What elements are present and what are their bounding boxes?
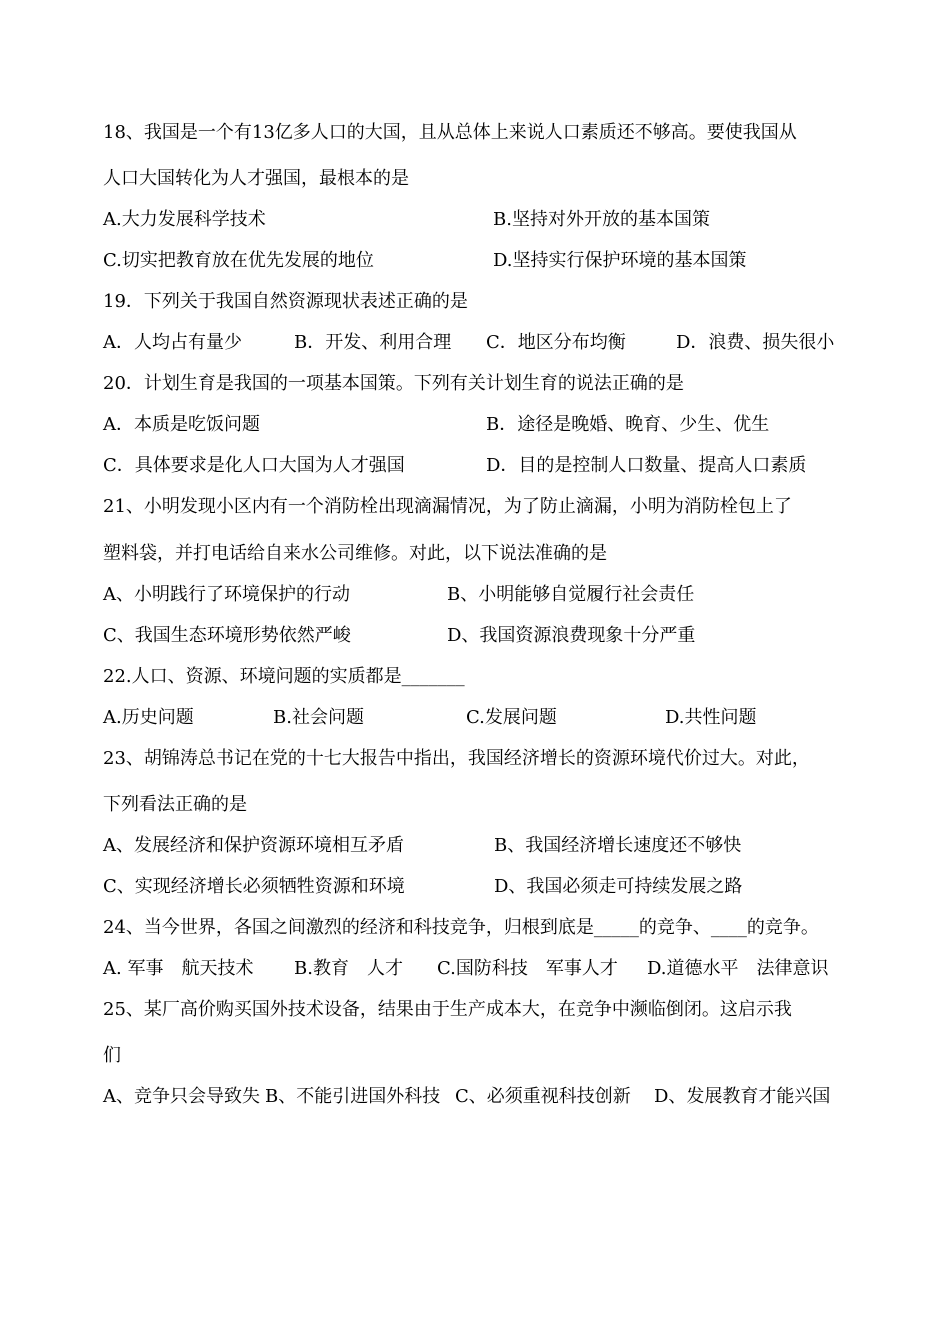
question-21-option-a: A、小明践行了环境保护的行动 [103,584,350,605]
question-20-option-b: B．途径是晚婚、晚育、少生、优生 [486,414,770,435]
question-23-stem-line-1: 23、胡锦涛总书记在党的十七大报告中指出，我国经济增长的资源环境代价过大。对此， [103,748,810,769]
question-24-option-b: B.教育 人才 [294,958,403,979]
question-25-stem-line-1: 25、某厂高价购买国外技术设备，结果由于生产成本大，在竞争中濒临倒闭。这启示我 [103,999,792,1020]
question-20-option-c: C．具体要求是化人口大国为人才强国 [103,455,405,476]
question-24-option-c: C.国防科技 军事人才 [437,958,618,979]
question-24-stem: 24、当今世界，各国之间激烈的经济和科技竞争，归根到底是_____的竞争、____的竞争。 [103,917,819,938]
question-22-option-b: B.社会问题 [273,707,364,728]
question-23-option-b: B、我国经济增长速度还不够快 [494,835,742,856]
question-18-option-d: D.坚持实行保护环境的基本国策 [493,250,747,271]
question-23-stem-line-2: 下列看法正确的是 [103,794,247,815]
question-22-option-a: A.历史问题 [103,707,194,728]
question-19-stem: 19．下列关于我国自然资源现状表述正确的是 [103,291,468,312]
question-21-stem-line-1: 21、小明发现小区内有一个消防栓出现滴漏情况，为了防止滴漏，小明为消防栓包上了 [103,496,792,517]
question-25-option-d: D、发展教育才能兴国 [654,1086,831,1107]
question-18-stem-line-2: 人口大国转化为人才强国，最根本的是 [103,168,409,189]
question-19-option-b: B．开发、利用合理 [294,332,452,353]
question-22-stem: 22.人口、资源、环境问题的实质都是_______ [103,666,465,687]
question-21-stem-line-2: 塑料袋，并打电话给自来水公司维修。对此，以下说法准确的是 [103,543,607,564]
question-23-option-a: A、发展经济和保护资源环境相互矛盾 [103,835,404,856]
question-20-option-a: A．本质是吃饭问题 [103,414,260,435]
question-18-option-b: B.坚持对外开放的基本国策 [493,209,710,230]
question-25-option-a: A、竞争只会导致失 [103,1086,260,1107]
question-18-option-c: C.切实把教育放在优先发展的地位 [103,250,374,271]
question-25-option-c: C、必须重视科技创新 [455,1086,631,1107]
question-23-option-d: D、我国必须走可持续发展之路 [494,876,743,897]
question-22-option-c: C.发展问题 [466,707,557,728]
question-21-option-b: B、小明能够自觉履行社会责任 [447,584,695,605]
question-20-stem: 20．计划生育是我国的一项基本国策。下列有关计划生育的说法正确的是 [103,373,684,394]
question-25-option-b: B、不能引进国外科技 [265,1086,441,1107]
question-19-option-d: D．浪费、损失很小 [676,332,835,353]
question-19-option-c: C．地区分布均衡 [486,332,626,353]
question-21-option-d: D、我国资源浪费现象十分严重 [447,625,696,646]
question-24-option-d: D.道德水平 法律意识 [647,958,829,979]
question-19-option-a: A．人均占有量少 [103,332,242,353]
question-25-stem-line-2: 们 [103,1045,121,1066]
question-18-stem-line-1: 18、我国是一个有13亿多人口的大国，且从总体上来说人口素质还不够高。要使我国从 [103,122,797,143]
question-20-option-d: D．目的是控制人口数量、提高人口素质 [486,455,807,476]
question-23-option-c: C、实现经济增长必须牺牲资源和环境 [103,876,405,897]
question-18-option-a: A.大力发展科学技术 [103,209,266,230]
question-21-option-c: C、我国生态环境形势依然严峻 [103,625,351,646]
question-24-option-a: A. 军事 航天技术 [103,958,254,979]
question-22-option-d: D.共性问题 [665,707,757,728]
